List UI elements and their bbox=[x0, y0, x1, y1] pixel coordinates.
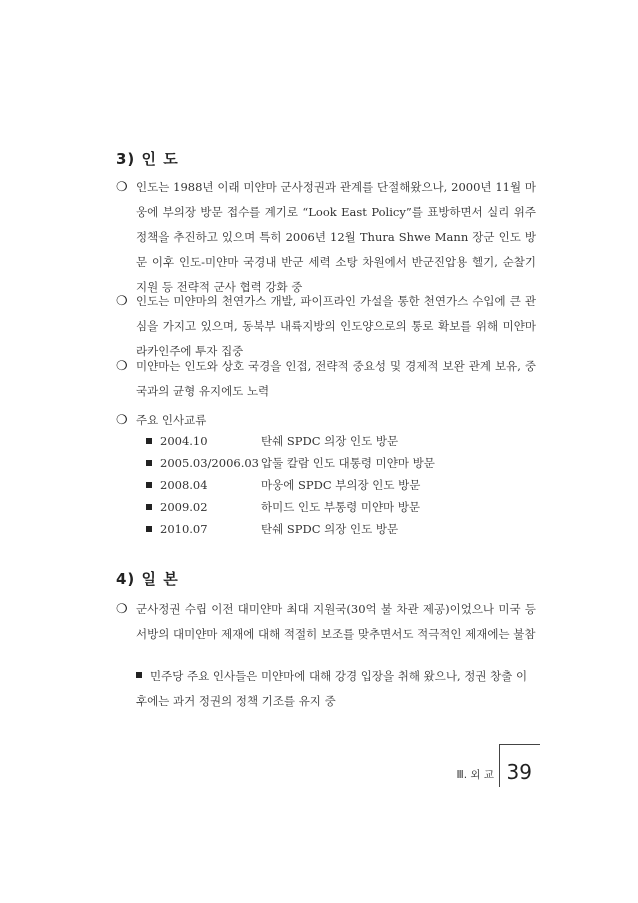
bullet-text: 미얀마는 인도와 상호 국경을 인접, 전략적 중요성 및 경제적 보완 관계 보유, 중국과의 균형 유지에도 노력 bbox=[136, 359, 536, 398]
exchange-row bbox=[146, 474, 536, 496]
exchange-date: 2005.03/2006.03 bbox=[160, 456, 259, 470]
exchange-date: 2009.02 bbox=[160, 500, 208, 514]
square-bullet-icon bbox=[146, 504, 152, 510]
bullet-text: 군사정권 수립 이전 대미얀마 최대 지원국(30억 불 차관 제공)이었으나 미국 등 서방의 대미얀마 제재에 대해 적절히 보조를 맞추면서도 적극적인 제재에는 불참 bbox=[136, 602, 536, 641]
square-bullet-icon bbox=[136, 672, 142, 678]
exchange-row bbox=[146, 518, 536, 540]
bullet-item bbox=[116, 354, 536, 404]
section-heading-india: 3) 인 도 bbox=[116, 150, 179, 168]
exchange-row bbox=[146, 430, 536, 452]
exchange-desc: 탄쉐 SPDC 의장 인도 방문 bbox=[261, 522, 399, 536]
bullet-text: 주요 인사교류 bbox=[136, 413, 207, 427]
square-bullet-icon bbox=[146, 482, 152, 488]
circle-bullet-icon: ❍ bbox=[116, 294, 128, 309]
circle-bullet-icon: ❍ bbox=[116, 413, 128, 428]
exchange-date: 2008.04 bbox=[160, 478, 208, 492]
exchange-row bbox=[146, 452, 536, 474]
bullet-text: 인도는 미얀마의 천연가스 개발, 파이프라인 가설을 통한 천연가스 수입에 큰 관심을 가지고 있으며, 동북부 내륙지방의 인도양으로의 통로 확보를 위해 미얀마 라카인주에 투자 집중 bbox=[136, 294, 536, 358]
exchange-desc: 하미드 인도 부통령 미얀마 방문 bbox=[261, 500, 421, 514]
exchange-desc: 마웅에 SPDC 부의장 인도 방문 bbox=[261, 478, 421, 492]
page-footer bbox=[420, 758, 540, 788]
bullet-item bbox=[116, 597, 536, 647]
chapter-label: Ⅲ. 외 교 bbox=[456, 769, 494, 781]
exchange-date: 2010.07 bbox=[160, 522, 208, 536]
bullet-item bbox=[116, 175, 536, 300]
exchange-desc: 탄쉐 SPDC 의장 인도 방문 bbox=[261, 434, 399, 448]
exchange-row bbox=[146, 496, 536, 518]
square-bullet-icon bbox=[146, 460, 152, 466]
section-heading-japan: 4) 일 본 bbox=[116, 570, 179, 588]
sub-bullet-item bbox=[136, 664, 536, 714]
circle-bullet-icon: ❍ bbox=[116, 602, 128, 617]
page-number: 39 bbox=[506, 760, 532, 784]
exchange-date: 2004.10 bbox=[160, 434, 208, 448]
circle-bullet-icon: ❍ bbox=[116, 359, 128, 374]
bullet-item bbox=[116, 289, 536, 364]
exchange-desc: 압둘 칼람 인도 대통령 미얀마 방문 bbox=[261, 456, 435, 470]
square-bullet-icon bbox=[146, 526, 152, 532]
bullet-text: 인도는 1988년 이래 미얀마 군사정권과 관계를 단절해왔으나, 2000년 11월 마웅에 부의장 방문 접수를 계기로 “Look East Policy”를 표방하면서 실리 위주 정책을 추진하고 있으며 특히 2006년 12월 Thura Shwe Mann 장군 인도 방문 이후 인도-미얀마 국경내 반군 세력 소탕 차원에서 반군진압용 헬기, 순찰기 지원 등 전략적 군사 협력 강화 중 bbox=[136, 180, 536, 294]
square-bullet-icon bbox=[146, 438, 152, 444]
sub-bullet-text: 민주당 주요 인사들은 미얀마에 대해 강경 입장을 취해 왔으나, 정권 창출 이후에는 과거 정권의 정책 기조를 유지 중 bbox=[136, 669, 528, 708]
circle-bullet-icon: ❍ bbox=[116, 180, 128, 195]
